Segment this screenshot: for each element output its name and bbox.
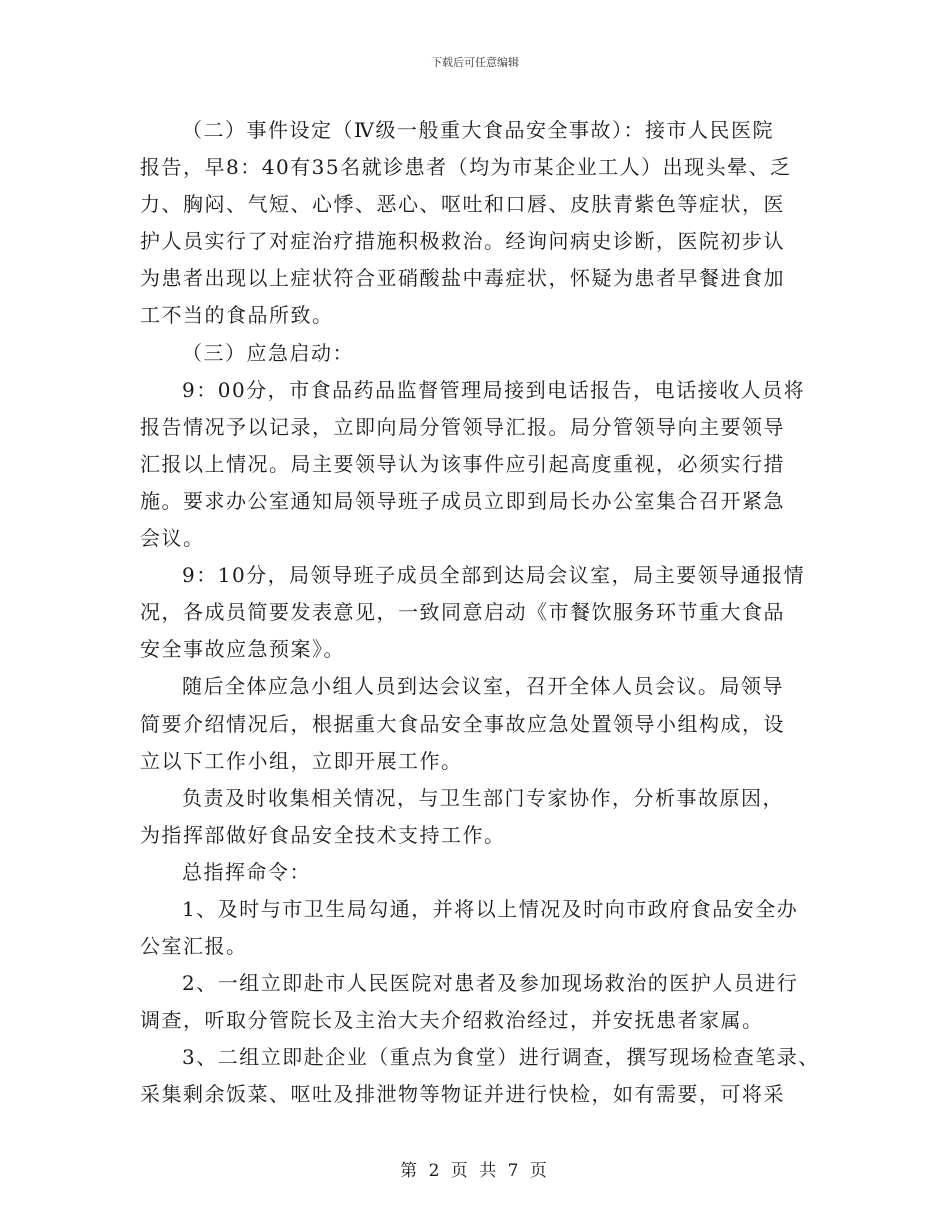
text-line: 9：00分，市食品药品监督管理局接到电话报告，电话接收人员将 (182, 377, 806, 402)
text-line: 总指挥命令： (182, 859, 311, 884)
text-line: 简要介绍情况后，根据重大食品安全事故应急处置领导小组构成，设 (140, 711, 785, 736)
text-line: 随后全体应急小组人员到达会议室，召开全体人员会议。局领导 (182, 674, 784, 699)
text-line: 负责及时收集相关情况，与卫生部门专家协作，分析事故原因， (182, 785, 784, 810)
text-line: 力、胸闷、气短、心悸、恶心、呕吐和口唇、皮肤青紫色等症状，医 (140, 192, 785, 217)
text-line: 护人员实行了对症治疗措施积极救治。经询问病史诊断，医院初步认 (140, 229, 785, 254)
text-line: 会议。 (140, 526, 205, 551)
text-line: 为患者出现以上症状符合亚硝酸盐中毒症状，怀疑为患者早餐进食加 (140, 266, 785, 291)
text-line: 报告，早8：40有35名就诊患者（均为市某企业工人）出现头晕、乏 (140, 155, 792, 180)
text-line: 9：10分，局领导班子成员全部到达局会议室，局主要领导通报情 (182, 563, 806, 588)
text-line: 调查，听取分管院长及主治大夫介绍救治经过，并安抚患者家属。 (140, 1008, 764, 1033)
text-line: 2、一组立即赴市人民医院对患者及参加现场救治的医护人员进行 (182, 971, 799, 996)
text-line: 施。要求办公室通知局领导班子成员立即到局长办公室集合召开紧急 (140, 488, 785, 513)
text-line: 公室汇报。 (140, 934, 248, 959)
text-line: 1、及时与市卫生局勾通，并将以上情况及时向市政府食品安全办 (182, 896, 799, 921)
text-line: 安全事故应急预案》。 (140, 637, 345, 662)
page-number-footer: 第 2 页 共 7 页 (400, 1161, 550, 1181)
text-line: 况，各成员简要发表意见，一致同意启动《市餐饮服务环节重大食品 (140, 600, 785, 625)
text-line: 为指挥部做好食品安全技术支持工作。 (140, 822, 506, 847)
text-line: 采集剩余饭菜、呕吐及排泄物等物证并进行快检，如有需要，可将采 (140, 1082, 785, 1107)
text-line: 汇报以上情况。局主要领导认为该事件应引起高度重视，必须实行措 (140, 451, 785, 476)
header-note: 下载后可任意编辑 (431, 56, 519, 69)
text-line: （二）事件设定（Ⅳ级一般重大食品安全事故）：接市人民医院 (182, 118, 774, 142)
text-line: 工不当的食品所致。 (140, 303, 334, 328)
text-line: 立以下工作小组，立即开展工作。 (140, 748, 463, 773)
text-line: 报告情况予以记录，立即向局分管领导汇报。局分管领导向主要领导 (140, 414, 785, 439)
document-body (140, 112, 830, 1114)
text-line: 3、二组立即赴企业（重点为食堂）进行调查，撰写现场检查笔录、 (182, 1045, 820, 1070)
text-line: （三）应急启动： (182, 340, 354, 365)
